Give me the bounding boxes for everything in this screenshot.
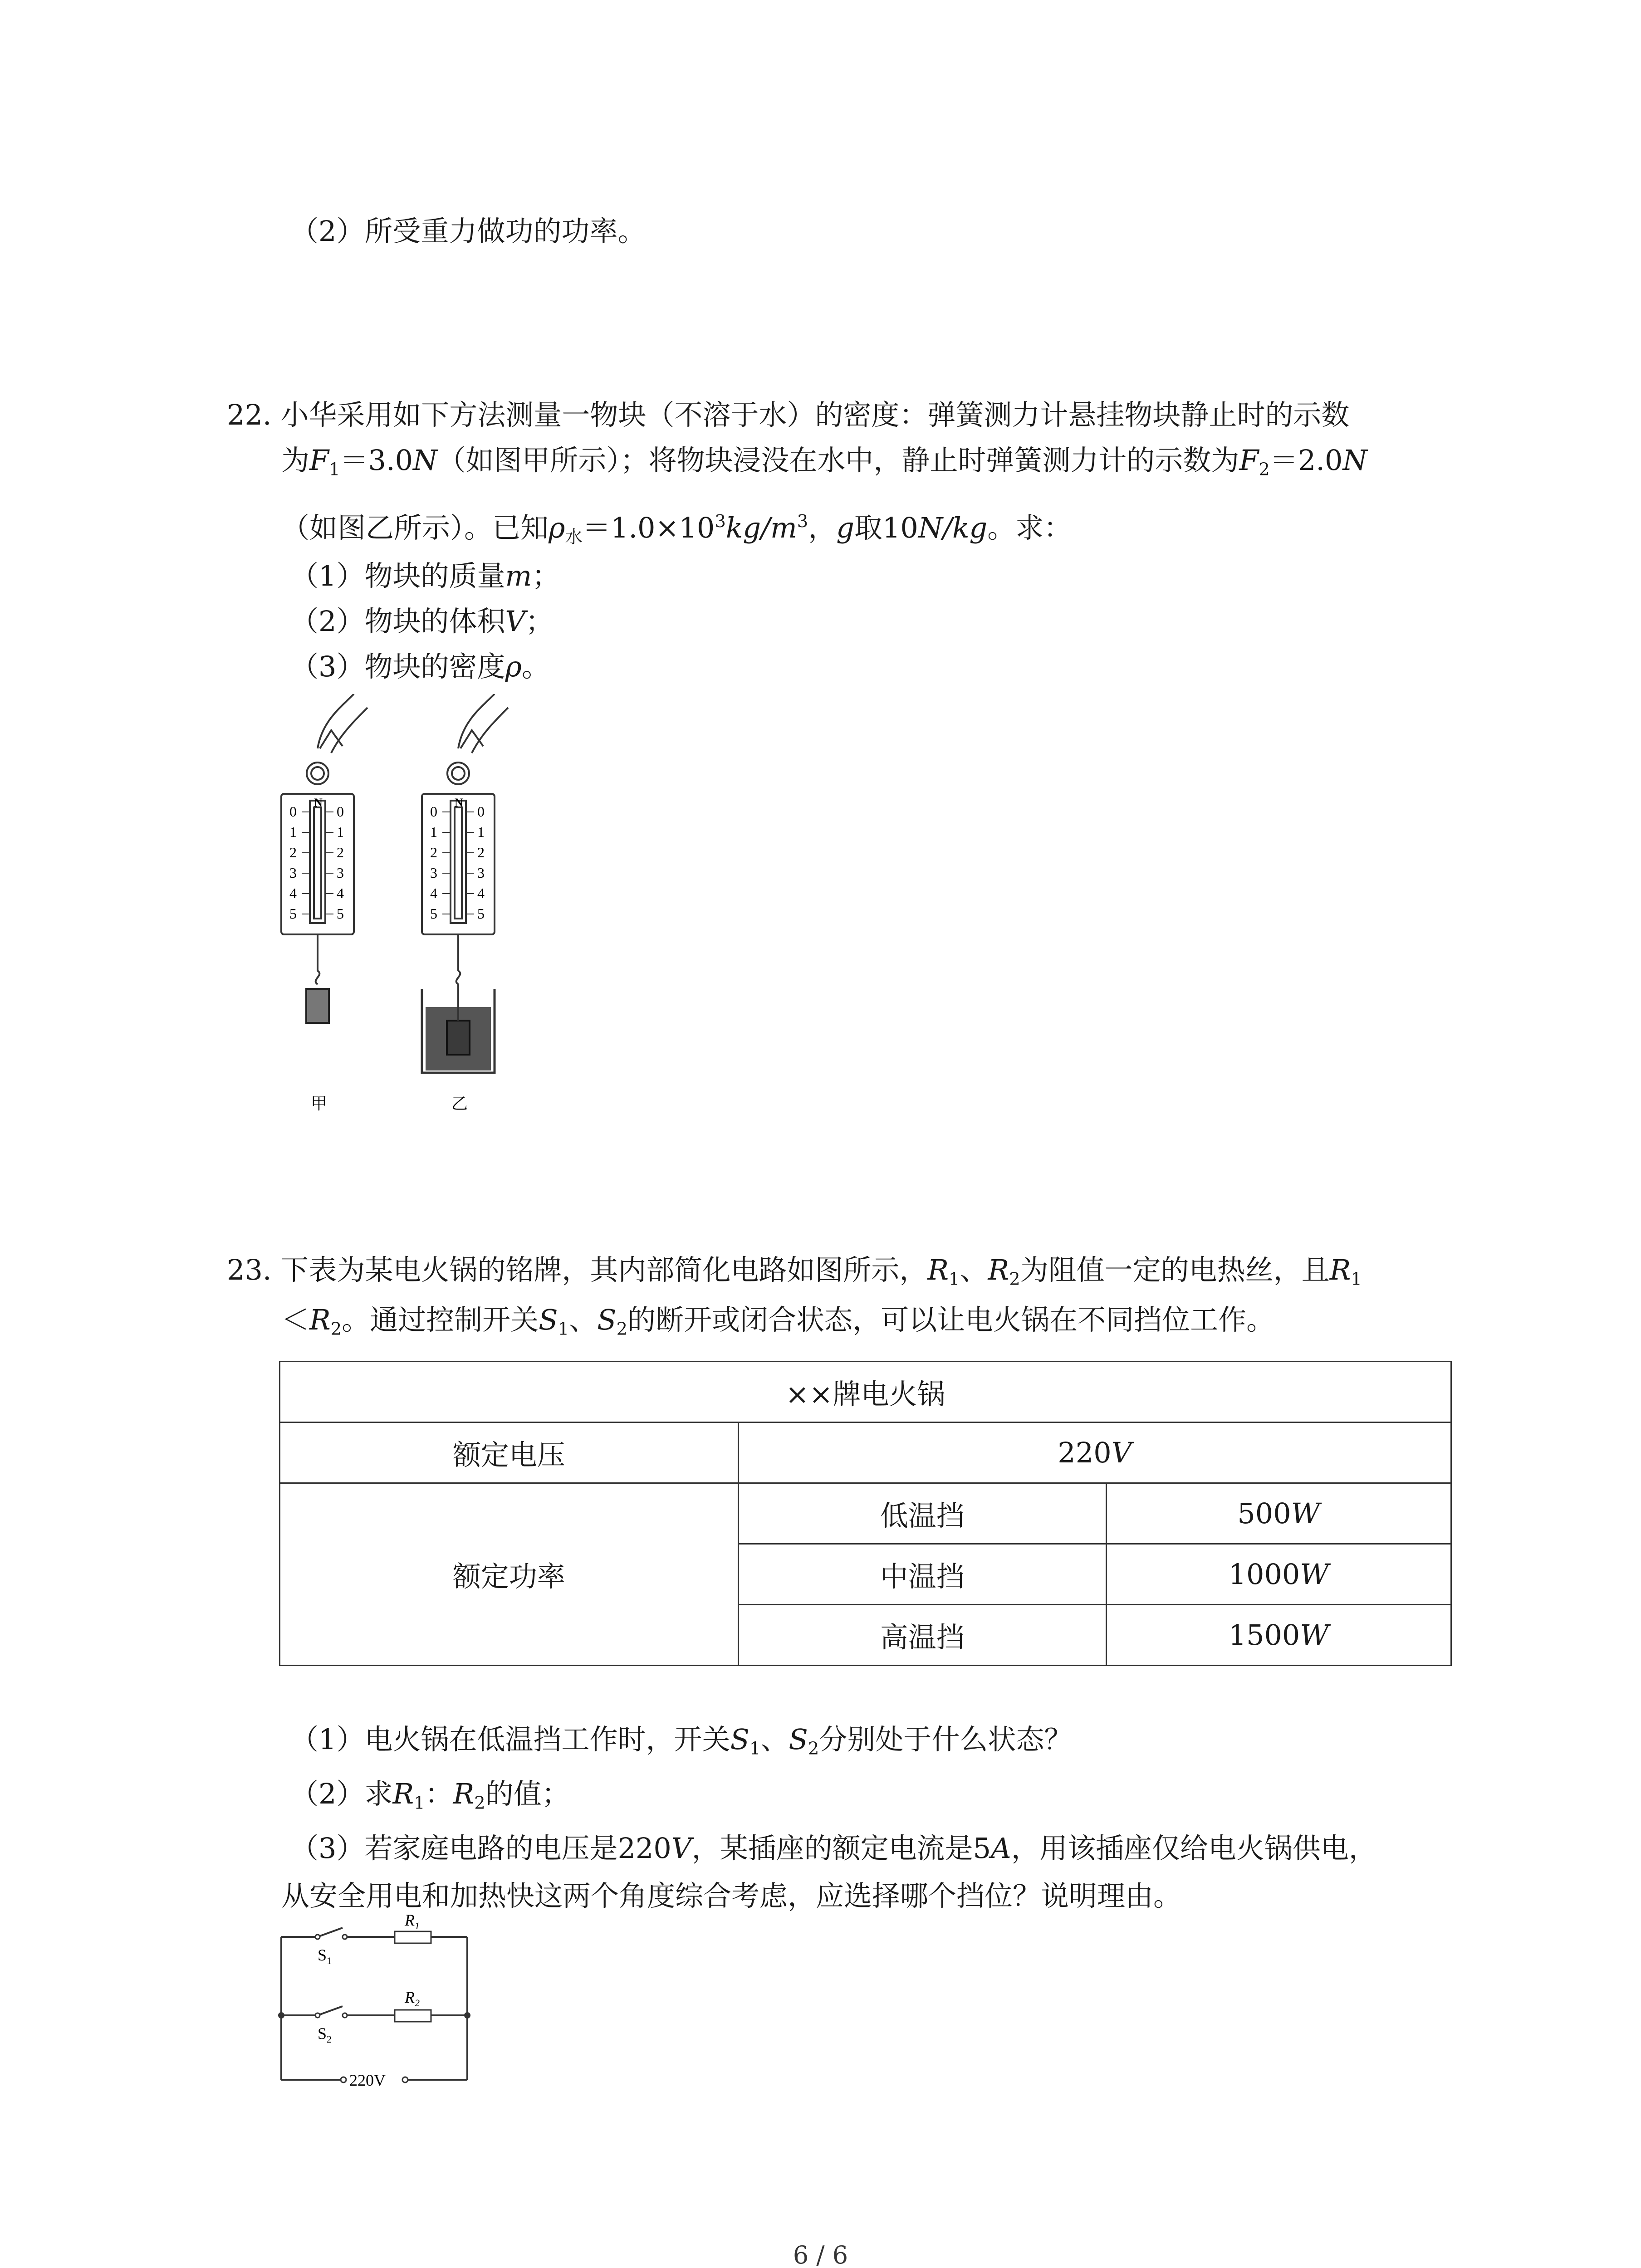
svg-text:2: 2	[337, 844, 344, 860]
svg-text:4: 4	[430, 885, 437, 901]
rated-power-label: 额定功率	[280, 1483, 739, 1666]
svg-text:0: 0	[289, 803, 297, 820]
q22-line3: （如图乙所示）。已知$\rho_水=1.0\times 10^3kg/m^3$，g取10N/kg。求：	[281, 511, 1072, 547]
svg-text:5: 5	[337, 905, 344, 922]
table-title: ××牌电火锅	[280, 1362, 1451, 1422]
label-s1: $S_1$	[318, 1946, 332, 1966]
svg-text:0: 0	[477, 803, 485, 820]
q22-line1: 22. 小华采用如下方法测量一物块（不溶于水）的密度：弹簧测力计悬挂物块静止时的示数	[227, 398, 1350, 431]
rated-voltage-value: 220V	[738, 1422, 1451, 1483]
gear-mid: 中温挡	[738, 1544, 1106, 1605]
svg-text:1: 1	[477, 824, 485, 840]
power-low: 500W	[1106, 1483, 1451, 1544]
svg-text:2: 2	[477, 844, 485, 860]
label-r2: $R_2$	[405, 1988, 420, 2009]
power-mid: 1000W	[1106, 1544, 1451, 1605]
power-high: 1500W	[1106, 1605, 1451, 1666]
svg-text:4: 4	[289, 885, 297, 901]
q22-sub1: （1）物块的质量m；	[290, 559, 560, 592]
spring-scale-figure	[263, 694, 554, 1120]
nameplate-table	[279, 1361, 1452, 1666]
svg-text:3: 3	[337, 865, 344, 881]
gear-low: 低温挡	[738, 1483, 1106, 1544]
svg-text:0: 0	[430, 803, 437, 820]
svg-text:4: 4	[477, 885, 485, 901]
q22-sub2: （2）物块的体积V；	[290, 605, 554, 638]
gear-high: 高温挡	[738, 1605, 1106, 1666]
svg-text:3: 3	[430, 865, 437, 881]
q23-line1: 23. 下表为某电火锅的铭牌，其内部简化电路如图所示，$R_1$、$R_2$为阻值一定的电热丝，且$R_1$	[227, 1253, 1362, 1290]
circuit-diagram	[272, 1910, 481, 2100]
label-r1: $R_1$	[405, 1911, 420, 1931]
svg-text:5: 5	[477, 905, 485, 922]
svg-text:4: 4	[337, 885, 344, 901]
label-220v: 220V	[349, 2071, 386, 2089]
q23-number: 23.	[227, 1253, 272, 1286]
prev-question-part2: （2）所受重力做功的功率。	[290, 215, 646, 248]
svg-text:0: 0	[337, 803, 344, 820]
scale-right-unit: N	[455, 796, 463, 809]
q23-sub1: （1）电火锅在低温挡工作时，开关$S_1$、$S_2$分别处于什么状态？	[290, 1723, 1073, 1759]
svg-text:3: 3	[289, 865, 297, 881]
q23-sub3-line2: 从安全用电和加热快这两个角度综合考虑，应选择哪个挡位？说明理由。	[281, 1879, 1182, 1912]
q22-line2: 为$F_1=3.0N$（如图甲所示）；将物块浸没在水中，静止时弹簧测力计的示数为$F_2=2.0N$	[281, 444, 1367, 480]
svg-text:2: 2	[430, 844, 437, 860]
q22-number: 22.	[227, 398, 272, 431]
svg-text:5: 5	[289, 905, 297, 922]
svg-text:1: 1	[337, 824, 344, 840]
q23-line2: $<R_2$。通过控制开关$S_1$、$S_2$的断开或闭合状态，可以让电火锅在不同挡位工作。	[281, 1303, 1275, 1339]
svg-text:1: 1	[289, 824, 297, 840]
scale-left-unit: N	[314, 796, 323, 809]
svg-text:2: 2	[289, 844, 297, 860]
svg-text:5: 5	[430, 905, 437, 922]
submerged-block	[447, 1021, 470, 1055]
page-number: 6 / 6	[793, 2241, 848, 2268]
svg-text:1: 1	[430, 824, 437, 840]
caption-yi: 乙	[451, 1095, 468, 1113]
q23-sub3: （3）若家庭电路的电压是220V，某插座的额定电流是5A，用该插座仅给电火锅供电，	[290, 1832, 1377, 1865]
caption-jia: 甲	[311, 1095, 328, 1113]
q23-sub2: （2）求$R_1$：$R_2$的值；	[290, 1777, 570, 1813]
svg-text:3: 3	[477, 865, 485, 881]
q22-sub3: （3）物块的密度ρ。	[290, 650, 550, 683]
rated-voltage-label: 额定电压	[280, 1422, 739, 1483]
label-s2: $S_2$	[318, 2024, 332, 2045]
